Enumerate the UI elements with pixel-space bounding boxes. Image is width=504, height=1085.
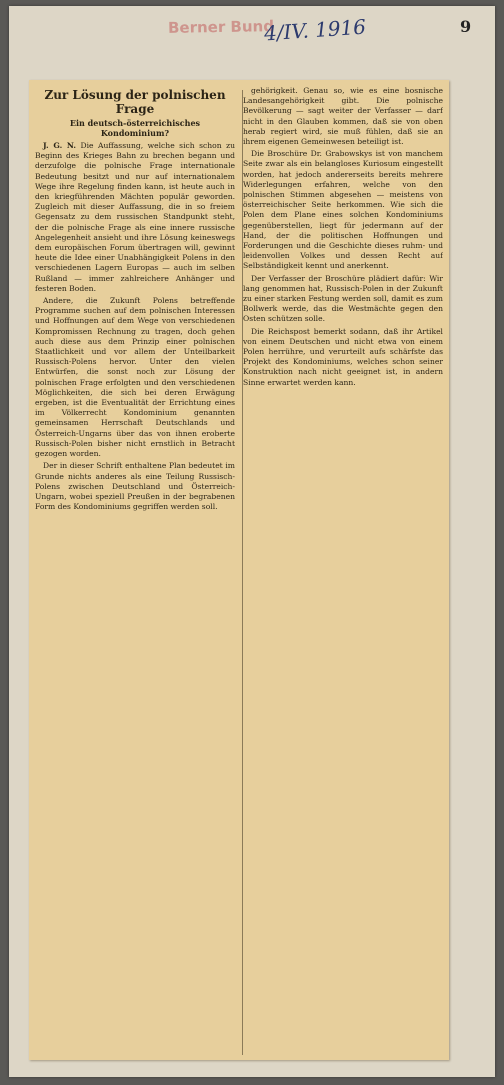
paragraph: Der Verfasser der Broschüre plädiert dafür: Wir lang genommen hat, Russisch-Polen in der Zukunft zu einer starken Festung werden soll, damit es zum Bollwerk werde, das die Westmächte gegen den Osten schützen solle. — [243, 273, 443, 324]
page-number: 9 — [460, 17, 472, 36]
paragraph: J. G. N. Die Auffassung, welche sich schon zu Beginn des Krieges Bahn zu brechen begann und derzufolge die polnische Frage internationale Bedeutung besitzt und nur auf internationalem Wege ihre Regelung finden kann, ist heute auch in den kriegführenden Mächten populär geworden. Zugleich mit dieser Auffassung, die in so freiem Gegensatz zu dem russischen Standpunkt steht, der die polnische Frage als eine innere russische Angelegenheit ansieht und ihre Lösung keineswegs dem europäischen Forum übertragen will, gewinnt heute die Idee einer Unabhängigkeit Polens in den verschiedenen Lagern Europas — auch im selben Rußland — immer zahlreichere Anhänger und festeren Boden. — [35, 141, 235, 293]
column-right — [243, 86, 443, 1060]
paragraph: Der in dieser Schrift enthaltene Plan bedeutet im Grunde nichts anderes als eine Teilung Russisch-Polens zwischen Deutschland und Österreich-Ungarn, wobei speziell Preußen in der begrabenen Form des Kondominiums gegriffen werden soll. — [35, 461, 235, 512]
newspaper-clipping — [29, 80, 449, 1060]
author-initials: J. G. N. — [43, 141, 77, 150]
paragraph: Die Reichspost bemerkt sodann, daß ihr Artikel von einem Deutschen und nicht etwa von einem Polen herrühre, und verurteilt aufs schärfste das Projekt des Kondominiums, welches schon seiner Konstruktion nach nicht geeignet ist, in andern Sinne erwartet werden kann. — [243, 326, 443, 387]
paragraph: Die Broschüre Dr. Grabowskys ist von manchem Seite zwar als ein belangloses Kuriosum eingestellt worden, hat jedoch andererseits bereits mehrere Widerlegungen erfahren, welche von den polnischen Stimmen abgesehen — meistens von österreichischer Seite herkommen. Wie sich die Polen dem Plane eines solchen Kondominiums gegenüberstellen, liegt für jedermann auf der Hand, der die politischen Hoffnungen und Forderungen und die Geschichte dieses ruhm- und leidenvollen Volkes und dessen Recht auf Selbständigkeit kennt und anerkennt. — [243, 149, 443, 271]
column-divider — [242, 90, 243, 1055]
article-title: Zur Lösung der polnischen Frage — [44, 88, 226, 116]
paragraph: Andere, die Zukunft Polens betreffende Programme suchen auf dem polnischen Interessen und Hoffnungen auf dem Wege von verschiedenen Kompromissen Rechnung zu tragen, doch gehen auch diese aus dem Prinzip einer polnischen Staatlichkeit und vor allem der Unteilbarkeit Russisch-Polens hervor. Unter den vielen Entwürfen, die sonst noch zur Lösung der polnischen Frage erfolgten und den verschiedenen Möglichkeiten, die sich bei deren Erwägung ergeben, ist die Eventualität der Errichtung eines im Völkerrecht Kondominium genannten gemeinsamen Herrschaft Deutschlands und Österreich-Ungarns über das von ihnen eroberte Russisch-Polen bisher nicht ernstlich in Betracht gezogen worden. — [35, 296, 235, 459]
column-left — [35, 86, 235, 1060]
paragraph: gehörigkeit. Genau so, wie es eine bosnische Landesangehörigkeit gibt. Die polnische Bevölkerung — sagt weiter der Verfasser — darf nicht in den Glauben kommen, daß sie von oben herab regiert wird, sie muß fühlen, daß sie an ihrem eigenen Gemeinwesen beteiligt ist. — [243, 86, 443, 147]
article-subtitle: Ein deutsch-österreichisches Kondominium? — [69, 118, 201, 138]
newspaper-stamp: Berner Bund — [167, 17, 275, 37]
handwritten-date: 4/IV. 1916 — [263, 14, 367, 46]
